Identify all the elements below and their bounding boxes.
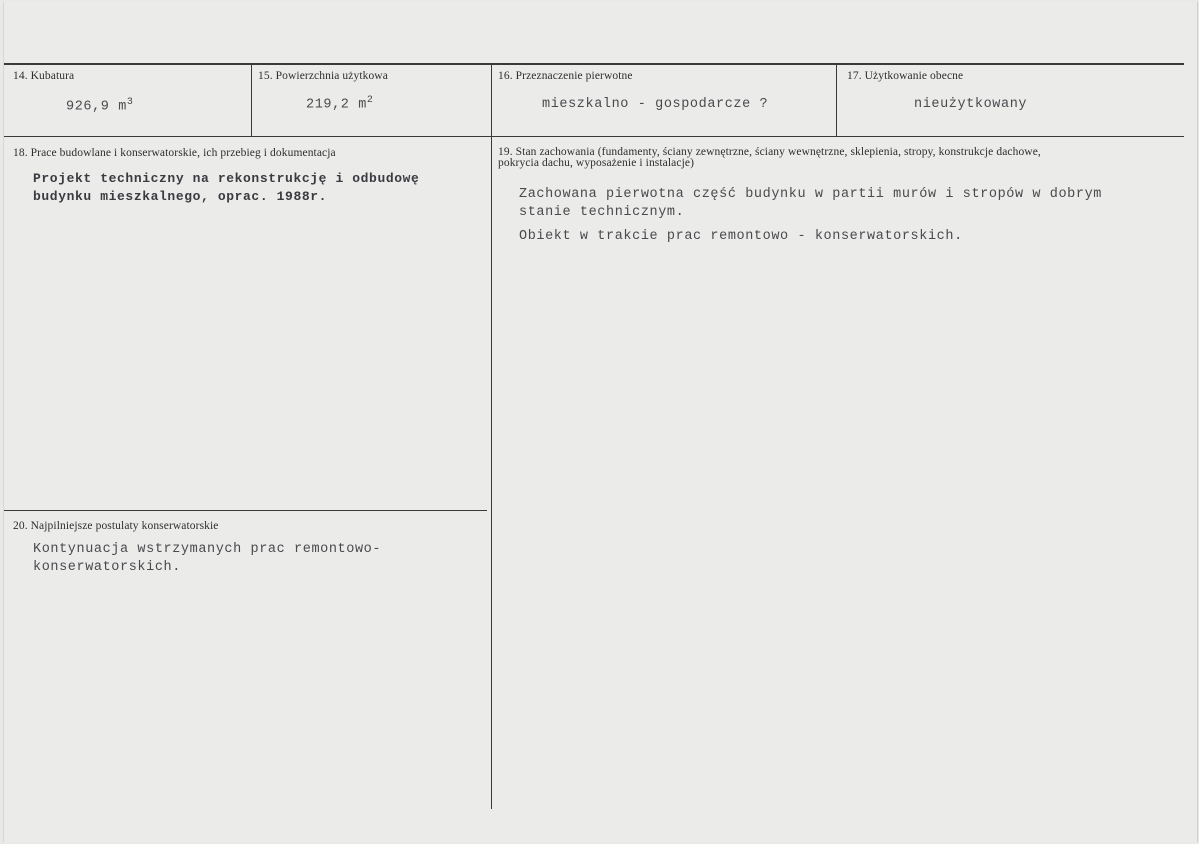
kubatura-unit-exponent: 3 [126, 97, 134, 108]
field-19-value-1: Zachowana pierwotna część budynku w partii murów i stropów w dobrym stanie technicznym. [519, 187, 1102, 220]
field-14-value [66, 97, 134, 115]
field-16-value: mieszkalno - gospodarcze ? [542, 97, 769, 112]
section-20-divider [4, 510, 487, 511]
field-18-value: Projekt techniczny na rekonstrukcję i odbudowę budynku mieszkalnego, oprac. 1988r. [33, 171, 420, 204]
field-19-label: 19. Stan zachowania (fundamenty, ściany zewnętrzne, ściany wewnętrzne, sklepienia, stropy, konstrukcje dachowe, pokrycia dachu, wyposażenie i instalacje) [498, 146, 1041, 169]
field-14-label: 14. Kubatura [13, 70, 75, 82]
powierzchnia-unit-exponent: 2 [366, 95, 374, 106]
field-20-value: Kontynuacja wstrzymanych prac remontowo-konserwatorskich. [33, 542, 382, 575]
col-divider-3 [836, 64, 837, 137]
kubatura-value: 926,9 m [66, 99, 127, 115]
field-18-label: 18. Prace budowlane i konserwatorskie, ich przebieg i dokumentacja [13, 147, 336, 159]
field-19-value-2: Obiekt w trakcie prac remontowo - konserwatorskich. [519, 229, 963, 244]
field-16-label: 16. Przeznaczenie pierwotne [498, 70, 633, 82]
row-divider [4, 136, 1184, 137]
powierzchnia-value: 219,2 m [306, 97, 367, 113]
top-rule [4, 63, 1184, 65]
inventory-card [3, 2, 1198, 842]
field-20-label: 20. Najpilniejsze postulaty konserwatorskie [13, 520, 219, 532]
field-17-label: 17. Użytkowanie obecne [847, 70, 964, 82]
field-15-label: 15. Powierzchnia użytkowa [258, 70, 388, 82]
col-divider-2 [491, 64, 492, 809]
col-divider-1 [251, 64, 252, 137]
field-15-value [306, 95, 374, 113]
field-17-value: nieużytkowany [914, 97, 1028, 112]
